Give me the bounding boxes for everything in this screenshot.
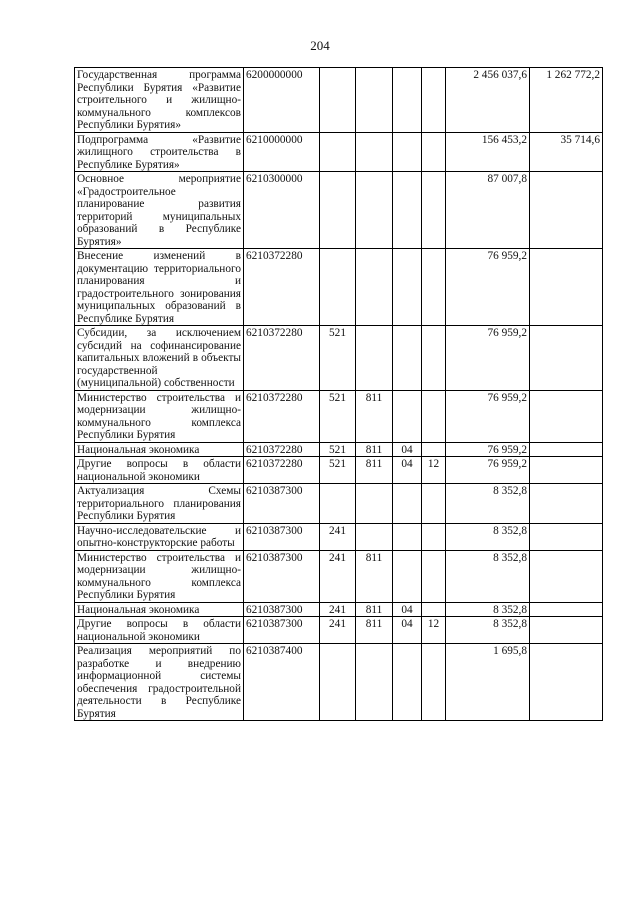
- ministry-code: 811: [356, 550, 393, 602]
- expense-type-code: 521: [320, 326, 356, 391]
- section-code: [393, 249, 422, 326]
- row-name: Министерство строительства и модернизации жилищно-коммунального комплекса Республики Бурятия: [75, 390, 244, 442]
- row-name: Внесение изменений в документацию территориального планирования и градостроительного зонирования муниципальных образований в Республике Бурятия: [75, 249, 244, 326]
- table-row: [75, 602, 603, 617]
- expense-type-code: 241: [320, 602, 356, 617]
- table-row: [75, 68, 603, 133]
- ministry-code: [356, 326, 393, 391]
- budget-table: [74, 67, 603, 721]
- expense-type-code: 521: [320, 390, 356, 442]
- table-row: [75, 523, 603, 550]
- ministry-code: [356, 484, 393, 524]
- amount-primary: 2 456 037,6: [446, 68, 530, 133]
- target-article-code: 6210387300: [244, 617, 320, 644]
- expense-type-code: 241: [320, 523, 356, 550]
- table-row: [75, 644, 603, 721]
- table-row: [75, 484, 603, 524]
- page-number: 204: [310, 38, 330, 53]
- section-code: [393, 644, 422, 721]
- target-article-code: 6210387300: [244, 523, 320, 550]
- row-name: Национальная экономика: [75, 602, 244, 617]
- target-article-code: 6210372280: [244, 457, 320, 484]
- expense-type-code: [320, 68, 356, 133]
- table-row: [75, 326, 603, 391]
- expense-type-code: [320, 644, 356, 721]
- row-name: Реализация мероприятий по разработке и внедрению информационной системы обеспечения градостроительной деятельности в Республике Бурятия: [75, 644, 244, 721]
- row-name: Национальная экономика: [75, 442, 244, 457]
- amount-secondary: [530, 457, 603, 484]
- section-code: 04: [393, 602, 422, 617]
- target-article-code: 6210000000: [244, 132, 320, 172]
- subsection-code: [422, 442, 446, 457]
- table-body: [75, 68, 603, 721]
- amount-primary: 76 959,2: [446, 442, 530, 457]
- section-code: [393, 523, 422, 550]
- amount-secondary: [530, 249, 603, 326]
- amount-primary: 87 007,8: [446, 172, 530, 249]
- ministry-code: [356, 249, 393, 326]
- amount-primary: 8 352,8: [446, 617, 530, 644]
- target-article-code: 6210387400: [244, 644, 320, 721]
- amount-secondary: 35 714,6: [530, 132, 603, 172]
- table-row: [75, 249, 603, 326]
- row-name: Научно-исследовательские и опытно-конструкторские работы: [75, 523, 244, 550]
- section-code: [393, 484, 422, 524]
- amount-secondary: [530, 550, 603, 602]
- ministry-code: 811: [356, 617, 393, 644]
- subsection-code: 12: [422, 457, 446, 484]
- section-code: 04: [393, 617, 422, 644]
- target-article-code: 6210387300: [244, 602, 320, 617]
- row-name: Министерство строительства и модернизации жилищно-коммунального комплекса Республики Бурятия: [75, 550, 244, 602]
- amount-secondary: [530, 523, 603, 550]
- ministry-code: [356, 68, 393, 133]
- amount-secondary: [530, 484, 603, 524]
- subsection-code: 12: [422, 617, 446, 644]
- subsection-code: [422, 602, 446, 617]
- amount-secondary: 1 262 772,2: [530, 68, 603, 133]
- subsection-code: [422, 644, 446, 721]
- ministry-code: 811: [356, 602, 393, 617]
- ministry-code: 811: [356, 390, 393, 442]
- section-code: 04: [393, 457, 422, 484]
- expense-type-code: 241: [320, 550, 356, 602]
- target-article-code: 6210300000: [244, 172, 320, 249]
- target-article-code: 6210372280: [244, 390, 320, 442]
- section-code: [393, 390, 422, 442]
- target-article-code: 6200000000: [244, 68, 320, 133]
- amount-primary: 8 352,8: [446, 523, 530, 550]
- subsection-code: [422, 172, 446, 249]
- section-code: [393, 550, 422, 602]
- expense-type-code: 521: [320, 442, 356, 457]
- ministry-code: [356, 172, 393, 249]
- row-name: Подпрограмма «Развитие жилищного строительства в Республике Бурятия»: [75, 132, 244, 172]
- subsection-code: [422, 68, 446, 133]
- subsection-code: [422, 326, 446, 391]
- amount-primary: 1 695,8: [446, 644, 530, 721]
- target-article-code: 6210387300: [244, 550, 320, 602]
- amount-secondary: [530, 326, 603, 391]
- table-row: [75, 390, 603, 442]
- amount-secondary: [530, 442, 603, 457]
- row-name: Актуализация Схемы территориального планирования Республики Бурятия: [75, 484, 244, 524]
- amount-secondary: [530, 644, 603, 721]
- table-row: [75, 617, 603, 644]
- section-code: [393, 326, 422, 391]
- expense-type-code: 521: [320, 457, 356, 484]
- amount-primary: 76 959,2: [446, 249, 530, 326]
- row-name: Основное мероприятие «Градостроительное планирование развития территорий муниципальных образований в Республике Бурятия»: [75, 172, 244, 249]
- section-code: [393, 132, 422, 172]
- table-row: [75, 442, 603, 457]
- amount-primary: 76 959,2: [446, 390, 530, 442]
- expense-type-code: [320, 484, 356, 524]
- amount-primary: 156 453,2: [446, 132, 530, 172]
- amount-secondary: [530, 390, 603, 442]
- amount-secondary: [530, 172, 603, 249]
- target-article-code: 6210372280: [244, 442, 320, 457]
- expense-type-code: 241: [320, 617, 356, 644]
- subsection-code: [422, 484, 446, 524]
- table-row: [75, 172, 603, 249]
- subsection-code: [422, 550, 446, 602]
- table-row: [75, 550, 603, 602]
- amount-secondary: [530, 617, 603, 644]
- section-code: [393, 68, 422, 133]
- subsection-code: [422, 249, 446, 326]
- subsection-code: [422, 132, 446, 172]
- ministry-code: [356, 132, 393, 172]
- expense-type-code: [320, 172, 356, 249]
- amount-primary: 76 959,2: [446, 457, 530, 484]
- amount-primary: 76 959,2: [446, 326, 530, 391]
- ministry-code: 811: [356, 442, 393, 457]
- ministry-code: 811: [356, 457, 393, 484]
- row-name: Другие вопросы в области национальной экономики: [75, 457, 244, 484]
- row-name: Другие вопросы в области национальной экономики: [75, 617, 244, 644]
- amount-secondary: [530, 602, 603, 617]
- expense-type-code: [320, 132, 356, 172]
- table-row: [75, 457, 603, 484]
- subsection-code: [422, 390, 446, 442]
- ministry-code: [356, 644, 393, 721]
- section-code: [393, 172, 422, 249]
- expense-type-code: [320, 249, 356, 326]
- table-row: [75, 132, 603, 172]
- amount-primary: 8 352,8: [446, 602, 530, 617]
- target-article-code: 6210372280: [244, 249, 320, 326]
- row-name: Субсидии, за исключением субсидий на софинансирование капитальных вложений в объекты государственной (муниципальной) собственности: [75, 326, 244, 391]
- subsection-code: [422, 523, 446, 550]
- ministry-code: [356, 523, 393, 550]
- target-article-code: 6210372280: [244, 326, 320, 391]
- amount-primary: 8 352,8: [446, 484, 530, 524]
- target-article-code: 6210387300: [244, 484, 320, 524]
- row-name: Государственная программа Республики Бурятия «Развитие строительного и жилищно-коммунального комплексов Республики Бурятия»: [75, 68, 244, 133]
- amount-primary: 8 352,8: [446, 550, 530, 602]
- section-code: 04: [393, 442, 422, 457]
